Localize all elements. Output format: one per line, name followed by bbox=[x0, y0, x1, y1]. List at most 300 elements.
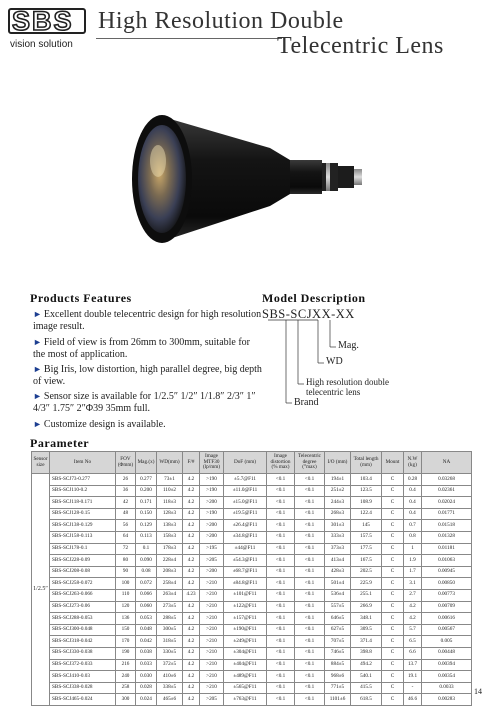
table-cell: <0.1 bbox=[267, 694, 295, 706]
table-cell: C bbox=[382, 601, 404, 613]
table-row bbox=[32, 601, 472, 613]
table-cell: >190 bbox=[200, 474, 224, 486]
table-cell: 746±5 bbox=[325, 647, 351, 659]
table-cell: 0.042 bbox=[136, 636, 157, 648]
table-cell: SBS-SCJ410-0.03 bbox=[50, 671, 116, 683]
table-cell: 0.28 bbox=[404, 474, 422, 486]
table-cell: 0.048 bbox=[136, 624, 157, 636]
table-cell: ±34.8@F11 bbox=[224, 531, 267, 543]
table-cell: ±5.7@F11 bbox=[224, 474, 267, 486]
table-cell: 0.038 bbox=[136, 647, 157, 659]
table-cell: 73±1 bbox=[157, 474, 183, 486]
table-cell: 0.00773 bbox=[422, 589, 472, 601]
table-row bbox=[32, 578, 472, 590]
label-mag: Mag. bbox=[338, 340, 359, 351]
table-cell: 4.2 bbox=[183, 671, 200, 683]
table-cell: 0.1 bbox=[136, 543, 157, 555]
table-cell: C bbox=[382, 474, 404, 486]
table-cell: <0.1 bbox=[295, 589, 325, 601]
table-cell: SBS-SCJ110-0.2 bbox=[50, 485, 116, 497]
table-cell: >200 bbox=[200, 497, 224, 509]
table-cell: C bbox=[382, 659, 404, 671]
table-header-row bbox=[32, 452, 472, 474]
table-cell: ±54.3@F11 bbox=[224, 555, 267, 567]
table-cell: <0.1 bbox=[295, 613, 325, 625]
table-cell: <0.1 bbox=[267, 613, 295, 625]
table-cell: 0.7 bbox=[404, 520, 422, 532]
table-cell: 240 bbox=[116, 671, 136, 683]
column-header: FOV (Φmm) bbox=[116, 452, 136, 474]
table-cell: 309.5 bbox=[351, 624, 382, 636]
table-cell: <0.1 bbox=[267, 520, 295, 532]
table-cell: <0.1 bbox=[267, 601, 295, 613]
table-cell: 413±4 bbox=[325, 555, 351, 567]
table-cell: C bbox=[382, 543, 404, 555]
table-row bbox=[32, 659, 472, 671]
table-cell: SBS-SCJ300-0.048 bbox=[50, 624, 116, 636]
table-cell: >210 bbox=[200, 578, 224, 590]
table-cell: C bbox=[382, 613, 404, 625]
table-cell: 228±4 bbox=[157, 555, 183, 567]
table-cell: 263±4 bbox=[157, 589, 183, 601]
table-cell: ±190@F11 bbox=[224, 624, 267, 636]
table-row bbox=[32, 543, 472, 555]
label-description: High resolution double telecentric lens bbox=[306, 377, 389, 397]
table-cell: 501±4 bbox=[325, 578, 351, 590]
table-cell: C bbox=[382, 485, 404, 497]
table-cell: 4.2 bbox=[183, 636, 200, 648]
column-header: Sensor size bbox=[32, 452, 50, 474]
table-cell: 46.6 bbox=[404, 694, 422, 706]
column-header: Item No bbox=[50, 452, 116, 474]
page-title-line2: Telecentric Lens bbox=[277, 33, 444, 59]
table-cell: 288±5 bbox=[157, 613, 183, 625]
table-cell: C bbox=[382, 555, 404, 567]
table-cell: <0.1 bbox=[267, 566, 295, 578]
table-cell: 1.9 bbox=[404, 555, 422, 567]
table-cell: ±44@F11 bbox=[224, 543, 267, 555]
table-cell: 398.8 bbox=[351, 647, 382, 659]
table-cell: 0.02361 bbox=[422, 485, 472, 497]
table-cell: 4.2 bbox=[183, 624, 200, 636]
table-cell: 0.171 bbox=[136, 497, 157, 509]
table-cell: 372±5 bbox=[157, 659, 183, 671]
label-wd: WD bbox=[326, 356, 343, 367]
table-cell: 194±1 bbox=[325, 474, 351, 486]
table-cell: 618.5 bbox=[351, 694, 382, 706]
table-cell: 0.4 bbox=[404, 485, 422, 497]
column-header: Image MTF30 (lp/mm) bbox=[200, 452, 224, 474]
table-cell: 0.060 bbox=[136, 601, 157, 613]
lens-image bbox=[120, 76, 390, 276]
column-header: Mount bbox=[382, 452, 404, 474]
lens-glass bbox=[138, 125, 186, 233]
table-cell: <0.1 bbox=[295, 682, 325, 694]
table-cell: 13.7 bbox=[404, 659, 422, 671]
table-cell: 4.2 bbox=[183, 543, 200, 555]
table-row bbox=[32, 624, 472, 636]
table-cell: <0.1 bbox=[295, 520, 325, 532]
page-title-line1: High Resolution Double bbox=[98, 8, 344, 34]
table-cell: ±157@F11 bbox=[224, 613, 267, 625]
table-cell: <0.1 bbox=[267, 647, 295, 659]
table-cell: 557±5 bbox=[325, 601, 351, 613]
table-cell: C bbox=[382, 508, 404, 520]
table-cell: <0.1 bbox=[295, 485, 325, 497]
table-row bbox=[32, 520, 472, 532]
table-cell: 410±6 bbox=[157, 671, 183, 683]
table-row bbox=[32, 555, 472, 567]
table-cell: 122.4 bbox=[351, 508, 382, 520]
table-cell: 42 bbox=[116, 497, 136, 509]
feature-item-4: ► Sensor size is available for 1/2.5″ 1/2″ 1/1.8″ 2/3″ 1″ 4/3″ 1.75″ 2″Φ39 35mm full. bbox=[33, 391, 256, 414]
table-cell: 4.2 bbox=[183, 578, 200, 590]
table-cell: 371.4 bbox=[351, 636, 382, 648]
table-cell: 90 bbox=[116, 566, 136, 578]
arrow-icon: ► bbox=[33, 364, 42, 374]
table-cell: <0.1 bbox=[267, 531, 295, 543]
label-brand: Brand bbox=[294, 397, 319, 408]
table-cell: 64 bbox=[116, 531, 136, 543]
table-cell: <0.1 bbox=[295, 647, 325, 659]
table-cell: 0.024 bbox=[136, 694, 157, 706]
table-cell: 0.00354 bbox=[422, 671, 472, 683]
table-row bbox=[32, 589, 472, 601]
table-cell: 0.02024 bbox=[422, 497, 472, 509]
table-body bbox=[32, 474, 472, 706]
table-cell: SBS-SCJ138-0.129 bbox=[50, 520, 116, 532]
table-cell: <0.1 bbox=[295, 508, 325, 520]
table-cell: 167.5 bbox=[351, 555, 382, 567]
table-cell: 273±5 bbox=[157, 601, 183, 613]
table-cell: >210 bbox=[200, 589, 224, 601]
table-cell: 4.2 bbox=[183, 520, 200, 532]
table-cell: 4.2 bbox=[183, 694, 200, 706]
table-cell: 0.00394 bbox=[422, 659, 472, 671]
table-cell: >200 bbox=[200, 531, 224, 543]
table-cell: 300±5 bbox=[157, 624, 183, 636]
table-cell: ±19.5@F11 bbox=[224, 508, 267, 520]
table-cell: 2.7 bbox=[404, 589, 422, 601]
table-cell: 300 bbox=[116, 694, 136, 706]
page-number: 14 bbox=[474, 687, 482, 696]
table-cell: SBS-SCJ372-0.033 bbox=[50, 659, 116, 671]
table-cell: 0.01181 bbox=[422, 543, 472, 555]
table-cell: <0.1 bbox=[267, 624, 295, 636]
table-cell: 19.1 bbox=[404, 671, 422, 683]
table-cell: >210 bbox=[200, 613, 224, 625]
table-cell: >195 bbox=[200, 543, 224, 555]
table-cell: <0.1 bbox=[295, 531, 325, 543]
table-cell: 4.2 bbox=[183, 474, 200, 486]
table-cell: 136 bbox=[116, 613, 136, 625]
parameter-heading: Parameter bbox=[30, 436, 90, 450]
table-cell: SBS-SCJ73-0.277 bbox=[50, 474, 116, 486]
table-cell: 627±5 bbox=[325, 624, 351, 636]
table-cell: 0.01063 bbox=[422, 555, 472, 567]
arrow-icon: ► bbox=[33, 309, 42, 319]
table-cell: <0.1 bbox=[267, 485, 295, 497]
table-cell: 4.2 bbox=[183, 613, 200, 625]
table-cell: 0.277 bbox=[136, 474, 157, 486]
sensor-size-cell: 1/2.5″ bbox=[32, 474, 50, 706]
table-cell: 216 bbox=[116, 659, 136, 671]
feature-item-3: ► Big Iris, low distortion, high parallel degree, big depth of view. bbox=[33, 364, 262, 387]
table-row bbox=[32, 613, 472, 625]
table-cell: 118±3 bbox=[157, 497, 183, 509]
table-cell: 0.066 bbox=[136, 589, 157, 601]
lens-reflection bbox=[150, 145, 166, 177]
table-cell: SBS-SCJ288-0.053 bbox=[50, 613, 116, 625]
table-cell: 0.150 bbox=[136, 508, 157, 520]
table-cell: ±26.4@F11 bbox=[224, 520, 267, 532]
column-header: Total length (mm) bbox=[351, 452, 382, 474]
table-row bbox=[32, 682, 472, 694]
table-cell: ±101@F11 bbox=[224, 589, 267, 601]
table-cell: SBS-SCJ273-0.06 bbox=[50, 601, 116, 613]
table-cell: C bbox=[382, 624, 404, 636]
table-cell: <0.1 bbox=[295, 474, 325, 486]
table-cell: 4.2 bbox=[183, 566, 200, 578]
column-header: Mag.(x) bbox=[136, 452, 157, 474]
table-cell: 255.1 bbox=[351, 589, 382, 601]
table-row bbox=[32, 671, 472, 683]
table-cell: C bbox=[382, 647, 404, 659]
column-header: F/# bbox=[183, 452, 200, 474]
feature-item-1: ► Excellent double telecentric design for high resolution image result. bbox=[33, 309, 262, 332]
table-cell: 301±3 bbox=[325, 520, 351, 532]
table-cell: SBS-SCJ228-0.09 bbox=[50, 555, 116, 567]
table-cell: 72 bbox=[116, 543, 136, 555]
table-cell: ±84.8@F11 bbox=[224, 578, 267, 590]
table-cell: 0.053 bbox=[136, 613, 157, 625]
table-cell: <0.1 bbox=[295, 555, 325, 567]
table-cell: 646±5 bbox=[325, 613, 351, 625]
table-cell: SBS-SCJ338-0.028 bbox=[50, 682, 116, 694]
table-cell: SBS-SCJ118-0.171 bbox=[50, 497, 116, 509]
table-cell: 4.2 bbox=[183, 682, 200, 694]
table-cell: 177.5 bbox=[351, 543, 382, 555]
table-cell: 415.5 bbox=[351, 682, 382, 694]
column-header: NA bbox=[422, 452, 472, 474]
table-cell: >200 bbox=[200, 520, 224, 532]
table-cell: 536±4 bbox=[325, 589, 351, 601]
table-cell: 138±3 bbox=[157, 520, 183, 532]
column-header: Image distortion (% max) bbox=[267, 452, 295, 474]
table-cell: 190 bbox=[116, 647, 136, 659]
table-cell: SBS-SCJ263-0.066 bbox=[50, 589, 116, 601]
column-header: DoF (mm) bbox=[224, 452, 267, 474]
table-cell: 884±5 bbox=[325, 659, 351, 671]
table-cell: <0.1 bbox=[267, 589, 295, 601]
logo-brand: SBS bbox=[12, 6, 74, 36]
table-cell: 251±2 bbox=[325, 485, 351, 497]
table-cell: 6.5 bbox=[404, 636, 422, 648]
table-row bbox=[32, 694, 472, 706]
table-cell: 103.4 bbox=[351, 474, 382, 486]
arrow-icon: ► bbox=[33, 337, 42, 347]
table-cell: 110 bbox=[116, 589, 136, 601]
table-cell: <0.1 bbox=[267, 578, 295, 590]
table-cell: ±404@F11 bbox=[224, 659, 267, 671]
table-cell: SBS-SCJ258-0.072 bbox=[50, 578, 116, 590]
table-cell: 4.2 bbox=[404, 601, 422, 613]
table-cell: >210 bbox=[200, 601, 224, 613]
table-cell: 1101±6 bbox=[325, 694, 351, 706]
table-cell: 0.03268 bbox=[422, 474, 472, 486]
table-row bbox=[32, 508, 472, 520]
table-cell: 202.5 bbox=[351, 566, 382, 578]
table-cell: C bbox=[382, 694, 404, 706]
table-cell: C bbox=[382, 497, 404, 509]
table-cell: 120 bbox=[116, 601, 136, 613]
table-cell: ±565@F11 bbox=[224, 682, 267, 694]
table-cell: <0.1 bbox=[267, 474, 295, 486]
table-cell: 0.01771 bbox=[422, 508, 472, 520]
table-cell: 5.7 bbox=[404, 624, 422, 636]
table-cell: 338±5 bbox=[157, 682, 183, 694]
table-cell: <0.1 bbox=[295, 671, 325, 683]
table-cell: 157.5 bbox=[351, 531, 382, 543]
table-cell: 373±3 bbox=[325, 543, 351, 555]
table-cell: >190 bbox=[200, 485, 224, 497]
table-cell: SBS-SCJ330-0.038 bbox=[50, 647, 116, 659]
model-code: SBS-SCJXX-XX bbox=[262, 307, 355, 321]
table-cell: 178±3 bbox=[157, 543, 183, 555]
table-cell: 0.090 bbox=[136, 555, 157, 567]
table-cell: <0.1 bbox=[267, 543, 295, 555]
table-cell: 48 bbox=[116, 508, 136, 520]
table-cell: C bbox=[382, 682, 404, 694]
table-row bbox=[32, 647, 472, 659]
table-cell: SBS-SCJ178-0.1 bbox=[50, 543, 116, 555]
table-cell: <0.1 bbox=[295, 659, 325, 671]
table-cell: <0.1 bbox=[295, 624, 325, 636]
table-cell: 465±6 bbox=[157, 694, 183, 706]
table-cell: 258±4 bbox=[157, 578, 183, 590]
table-cell: 100 bbox=[116, 578, 136, 590]
table-cell: 128±3 bbox=[157, 508, 183, 520]
table-cell: <0.1 bbox=[267, 659, 295, 671]
table-cell: >210 bbox=[200, 682, 224, 694]
table-cell: ±11.0@F11 bbox=[224, 485, 267, 497]
table-cell: 0.00709 bbox=[422, 601, 472, 613]
table-cell: 4.2 bbox=[183, 497, 200, 509]
table-cell: C bbox=[382, 531, 404, 543]
table-cell: 4.2 bbox=[183, 601, 200, 613]
table-cell: <0.1 bbox=[267, 636, 295, 648]
table-cell: >205 bbox=[200, 694, 224, 706]
table-cell: 3.1 bbox=[404, 578, 422, 590]
table-cell: ±122@F11 bbox=[224, 601, 267, 613]
table-cell: 771±5 bbox=[325, 682, 351, 694]
table-cell: 4.2 bbox=[183, 508, 200, 520]
table-cell: 6.6 bbox=[404, 647, 422, 659]
table-cell: SBS-SCJ208-0.08 bbox=[50, 566, 116, 578]
table-cell: 225.9 bbox=[351, 578, 382, 590]
table-cell: >210 bbox=[200, 624, 224, 636]
table-cell: 0.0033 bbox=[422, 682, 472, 694]
table-cell: 0.4 bbox=[404, 508, 422, 520]
table-cell: ±249@F11 bbox=[224, 636, 267, 648]
table-cell: 0.005 bbox=[422, 636, 472, 648]
table-row bbox=[32, 636, 472, 648]
table-cell: 108.9 bbox=[351, 497, 382, 509]
table-cell: ±68.7@F11 bbox=[224, 566, 267, 578]
table-cell: 707±5 bbox=[325, 636, 351, 648]
column-header: N.W (kg) bbox=[404, 452, 422, 474]
table-cell: 494.2 bbox=[351, 659, 382, 671]
model-heading: Model Description bbox=[262, 291, 366, 305]
table-cell: <0.1 bbox=[267, 497, 295, 509]
table-cell: 0.08 bbox=[136, 566, 157, 578]
table-cell: 0.8 bbox=[404, 531, 422, 543]
arrow-icon: ► bbox=[33, 419, 42, 429]
table-cell: <0.1 bbox=[295, 578, 325, 590]
table-cell: <0.1 bbox=[295, 694, 325, 706]
column-header: WD(mm) bbox=[157, 452, 183, 474]
table-cell: 170 bbox=[116, 636, 136, 648]
table-cell: C bbox=[382, 636, 404, 648]
table-cell: C bbox=[382, 589, 404, 601]
table-cell: 208±3 bbox=[157, 566, 183, 578]
table-row bbox=[32, 497, 472, 509]
table-cell: 268±3 bbox=[325, 508, 351, 520]
table-cell: 348.1 bbox=[351, 613, 382, 625]
logo-tagline: vision solution bbox=[10, 39, 73, 50]
table-cell: 4.2 bbox=[404, 613, 422, 625]
table-cell: C bbox=[382, 520, 404, 532]
table-cell: 0.00448 bbox=[422, 647, 472, 659]
table-cell: C bbox=[382, 578, 404, 590]
table-cell: 244±3 bbox=[325, 497, 351, 509]
table-cell: 0.00945 bbox=[422, 566, 472, 578]
feature-item-5: ► Customize design is available. bbox=[33, 419, 166, 430]
title-divider bbox=[96, 38, 282, 39]
table-cell: 333±3 bbox=[325, 531, 351, 543]
arrow-icon: ► bbox=[33, 391, 42, 401]
table-cell: C bbox=[382, 566, 404, 578]
table-cell: 0.200 bbox=[136, 485, 157, 497]
table-cell: 258 bbox=[116, 682, 136, 694]
table-row bbox=[32, 566, 472, 578]
table-cell: 0.00283 bbox=[422, 694, 472, 706]
table-cell: 4.2 bbox=[183, 555, 200, 567]
table-cell: 0.072 bbox=[136, 578, 157, 590]
table-cell: <0.1 bbox=[267, 682, 295, 694]
table-row bbox=[32, 485, 472, 497]
table-cell: 110±2 bbox=[157, 485, 183, 497]
table-cell: 0.4 bbox=[404, 497, 422, 509]
table-cell: C bbox=[382, 671, 404, 683]
table-cell: 158±3 bbox=[157, 531, 183, 543]
table-cell: 4.2 bbox=[183, 647, 200, 659]
table-row bbox=[32, 531, 472, 543]
table-cell: <0.1 bbox=[295, 636, 325, 648]
table-cell: >190 bbox=[200, 508, 224, 520]
table-cell: SBS-SCJ128-0.15 bbox=[50, 508, 116, 520]
table-cell: <0.1 bbox=[267, 555, 295, 567]
table-cell: <0.1 bbox=[295, 543, 325, 555]
table-cell: 80 bbox=[116, 555, 136, 567]
table-cell: 56 bbox=[116, 520, 136, 532]
table-cell: <0.1 bbox=[295, 566, 325, 578]
table-cell: <0.1 bbox=[267, 508, 295, 520]
table-cell: 428±3 bbox=[325, 566, 351, 578]
table-cell: 1.7 bbox=[404, 566, 422, 578]
table-cell: >210 bbox=[200, 647, 224, 659]
table-cell: 26 bbox=[116, 474, 136, 486]
